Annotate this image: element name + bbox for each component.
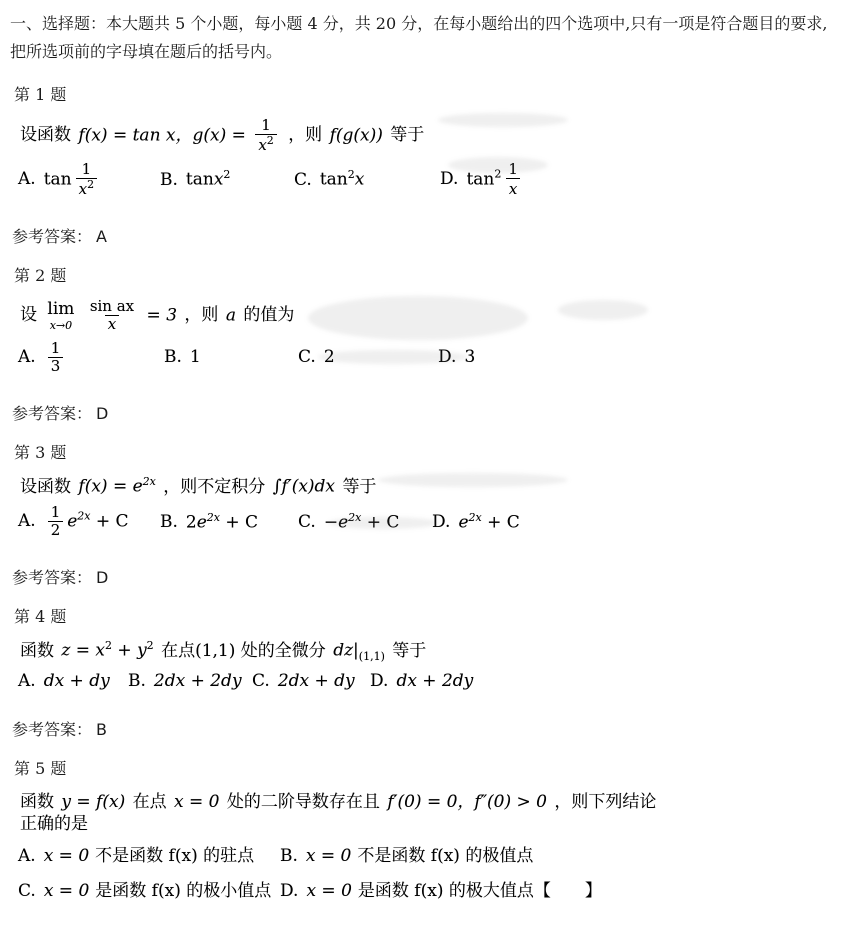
fraction: $\frac{1}{x}$ [505,161,521,199]
question-3-body [18,475,838,539]
question-3-title: 第 3 题 [14,443,67,462]
option-label: C. [294,170,312,191]
option-d: D. x = 0 是函数 f(x) 的极大值点【 】 [280,880,602,901]
answer-value: D [96,404,109,423]
option-label: B. [128,670,146,691]
question-3-options [18,504,838,540]
question-4-answer [12,717,838,740]
option-label: A. [18,670,36,691]
answer-label: 参考答案： [12,404,93,423]
answer-bracket: 【 】 [533,880,602,901]
stem-text: 函数 [20,640,54,661]
math-expr: x = 0 [174,791,220,812]
stem-text: 的值为 [243,305,295,326]
question-2-body [18,298,838,375]
stem-text: 函数 [20,791,54,812]
question-1-options [18,161,838,199]
question-5-stem-line2 [18,813,838,835]
option-label: D. [438,347,457,368]
option-b: B. x = 0 不是函数 f(x) 的极值点 [280,845,534,866]
question-3-stem: 设函数 $f(x) = e^{2x}$ ，则不定积分 ∫f′(x)dx 等于 [20,475,377,497]
math-expr: = 3 [146,305,178,326]
option-a [18,340,164,376]
option-label: D. [280,880,299,901]
exam-document [10,10,838,901]
question-5-body [18,791,838,901]
option-label: B. [280,845,298,866]
limit-operator: lim x→0 [47,298,75,332]
stem-text: 设函数 [20,125,71,146]
fraction: $\frac{1}{3}$ [48,340,64,376]
option-c: C. x = 0 是函数 f(x) 的极小值点 [18,880,272,901]
option-d: D. $e^{2x} + C$ [432,510,520,533]
question-2-title: 第 2 题 [14,266,67,285]
option-b: B. 2dx + 2dy [128,670,242,691]
question-4-body [18,639,838,690]
stem-text: ，则下列结论 [554,791,657,812]
stem-text: ，则 [184,305,219,326]
question-1-title: 第 1 题 [14,85,67,104]
stem-text: 在点 [132,791,167,812]
option-a: A. x = 0 不是函数 f(x) 的驻点 [18,845,255,866]
option-label: C. [298,512,316,533]
question-2-answer [12,401,838,424]
stem-text: ，则不定积分 [163,476,266,497]
question-5-options [18,841,838,901]
math-expr: f(x) = tan x，g(x) = [78,125,246,146]
stem-text: 等于 [342,476,377,497]
option-label: A. [18,168,36,189]
answer-label: 参考答案： [12,719,93,739]
option-a: A. dx + dy [18,670,110,691]
option-c: C. $\tan^2x$ [294,168,365,191]
option-label: C. [298,347,316,368]
question-4-stem: 函数 $z = x^2 + y^2$ 在点(1,1) 处的全微分 $dz|_{(1,1)}$ 等于 [20,639,427,664]
answer-label: 参考答案： [12,227,93,246]
option-label: B. [160,170,178,191]
math-expr: ∫f′(x)dx [272,476,336,497]
option-label: D. [370,670,389,691]
math-expr: a [225,305,236,326]
stem-text: 正确的是 [20,813,88,834]
math-expr: f′(0) = 0，f″(0) > 0 [387,791,548,812]
question-1-stem [18,117,838,155]
option-d: D. dx + 2dy [370,670,474,691]
question-3-answer [12,565,838,588]
fraction: $\frac{1}{x^2}$ [76,161,97,199]
question-2-options [18,340,838,376]
answer-value: A [96,227,107,246]
option-c: C. 2 [298,347,335,368]
option-a: A. tan $\frac{1}{x^2}$ [18,161,160,199]
option-label: C. [18,880,36,901]
answer-label: 参考答案： [12,568,93,588]
stem-text: 在点(1,1) 处的全微分 [161,640,326,661]
math-expr: f(g(x)) [329,125,383,146]
option-label: C. [252,670,270,691]
math-expr: f(x) = e [78,476,143,497]
stem-text: ，则 [288,125,323,146]
fraction-numerator: 1 [261,116,271,134]
fraction: $\frac{1}{2}$ [48,504,64,540]
option-label: B. [160,512,178,533]
option-label: B. [164,347,182,368]
math-expr: dz| [333,640,359,661]
stem-text: 等于 [392,640,427,661]
math-expr: y = f(x) [61,791,126,812]
fraction: $\frac{\text{sin ax}}{x}$ [89,297,135,334]
option-b: B. tanx$^2$ [160,168,231,191]
section-header: 一、选择题：本大题共 5 个小题，每小题 4 分，共 20 分，在每小题给出的四个选项中,只有一项是符合题目的要求, 把所选项前的字母填在题后的括号内。 [10,14,828,61]
answer-value: D [96,568,109,588]
option-label: A. [18,511,36,531]
stem-text: 等于 [390,125,425,146]
option-d: D. 3 [438,347,476,368]
question-4-options [18,671,838,691]
answer-value: B [96,719,107,739]
option-label: A. [18,346,36,367]
math-expr: z = x [61,640,106,661]
question-1-answer [12,224,838,247]
question-1-body [18,117,838,198]
option-b: B. $2e^{2x} + C$ [160,510,259,533]
fraction [255,117,276,155]
question-5-stem [18,791,838,813]
stem-text: 设 [20,305,37,326]
option-label: A. [18,845,36,866]
option-b: B. 1 [164,347,201,368]
option-c: C. $-e^{2x} + C$ [298,510,400,533]
option-d: D. $\tan^2$ $\frac{1}{x}$ [440,161,838,199]
question-5-title: 第 5 题 [14,758,67,778]
stem-text: 处的二阶导数存在且 [226,791,380,812]
option-label: D. [440,168,459,189]
option-c: C. 2dx + dy [252,670,355,691]
option-a: A. $\frac{1}{2}$ $e^{2x} + C$ [18,502,129,539]
question-2-stem [18,298,838,334]
question-4-title: 第 4 题 [14,607,67,627]
fraction-denominator: $x^2$ [255,134,276,154]
option-label: D. [432,512,451,533]
stem-text: 设函数 [20,476,71,497]
math-expr: + y [112,640,147,661]
